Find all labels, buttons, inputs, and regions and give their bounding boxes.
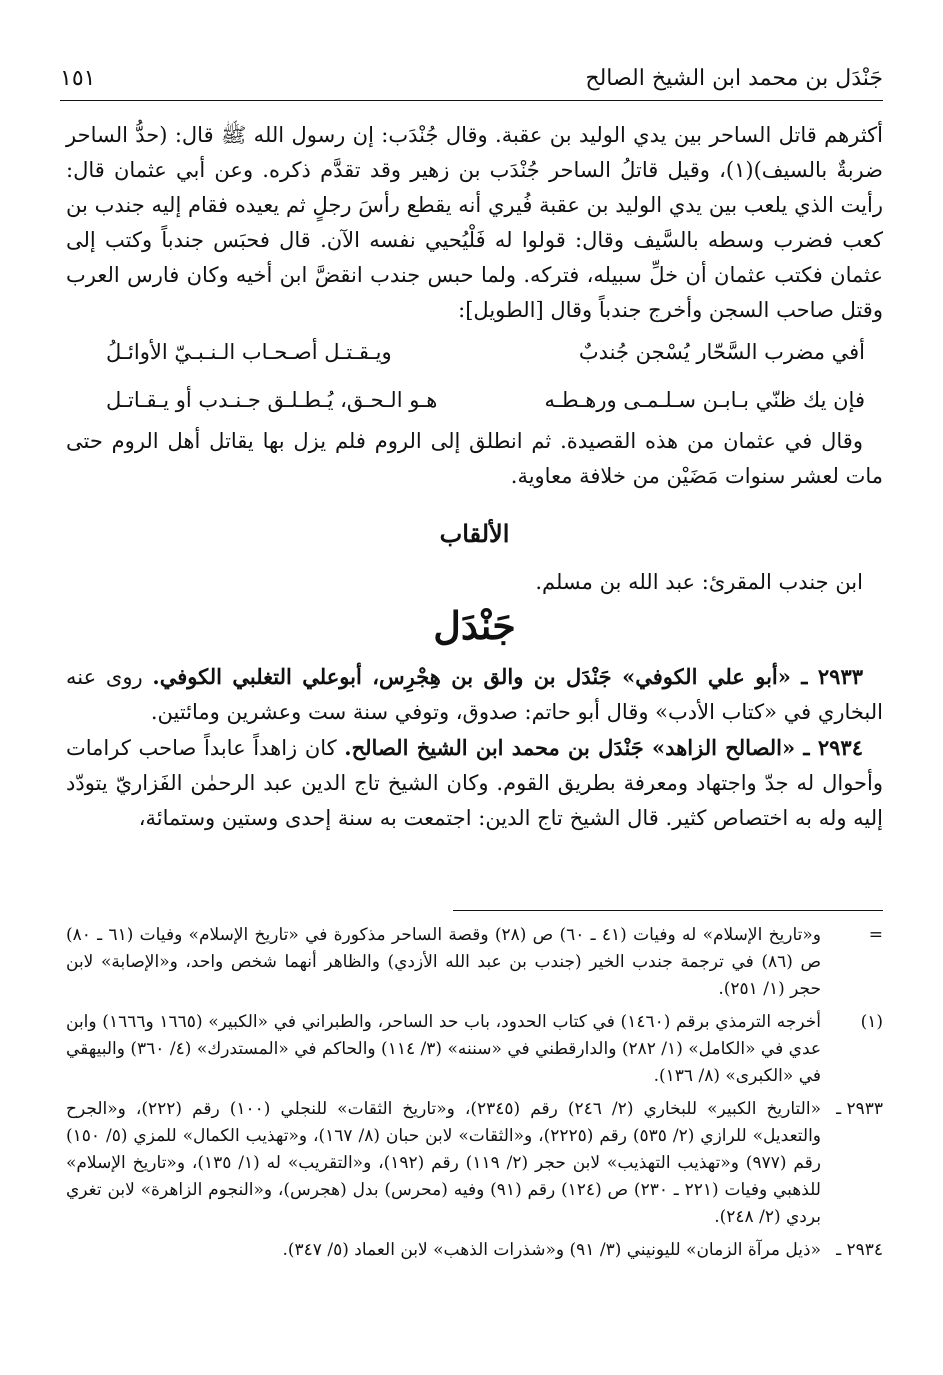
header-title: جَنْدَل بن محمد ابن الشيخ الصالح: [585, 65, 883, 91]
page-number: ١٥١: [60, 65, 96, 91]
footnote-mark: ٢٩٣٤ ـ: [836, 1240, 883, 1260]
entry-text: كان زاهداً عابداً صاحب كرامات وأحوال له جدّ واجتهاد ومعرفة بطريق القوم. وكان الشيخ تاج الدين عبد الرحمٰن الفَزاريّ يتودّد إليه وله به اختصاص كثير. قال الشيخ تاج الدين: اجتمعت به سنة إحدى وستين وستمائة،: [66, 736, 883, 830]
paragraph: وقال في عثمان من هذه القصيدة. ثم انطلق إلى الروم فلم يزل بها يقاتل أهل الروم حتى مات لعشر سنوات مَضَيْن من خلافة معاوية.: [66, 429, 883, 488]
entry-heading: ٢٩٣٣ ـ «أبو علي الكوفي» جَنْدَل بن والق بن هِجْرِس، أبوعلي التغلبي الكوفي.: [152, 664, 864, 689]
verse-hemistich: ويـقـتـل أصـحـاب الـنـبـيّ الأوائـلُ: [106, 339, 392, 364]
header-rule: [60, 100, 883, 101]
chapter-title: جَنْدَل: [433, 603, 516, 648]
footnote: [66, 1009, 883, 1090]
footnote-text: «التاريخ الكبير» للبخاري (٢/ ٢٤٦) رقم (٢٣٤٥)، و«تاريخ الثقات» للنجلي (١٠٠) رقم (٢٢٢)، و«الجرح والتعديل» للرازي (٢/ ٥٣٥) رقم (٢٢٢٥)، و«الثقات» لابن حبان (٨/ ١٦٧)، و«تهذيب الكمال» للمزي (٥/ ١٥٠) رقم (٩٧٧) و«تهذيب التهذيب» لابن حجر (٢/ ١١٩) رقم (١٩٢)، و«التقريب» له (١/ ١٣٥)، و«تاريخ الإسلام» للذهبي وفيات (٢٢١ ـ ٢٣٠) ص (١٢٤) رقم (٩١) وفيه (محرس) بدل (هجرس)، و«النجوم الزاهرة» لابن تغري بردي (٢/ ٢٤٨).: [66, 1099, 822, 1227]
footnote: [66, 1237, 883, 1264]
verse-line: [66, 328, 883, 376]
paragraph: أكثرهم قاتل الساحر بين يدي الوليد بن عقبة. وقال جُنْدَب: إن رسول الله ﷺ قال: (حدُّ الساحر ضربةٌ بالسيف)(١)، وقيل قاتلُ الساحر جُنْدَب بن زهير وقد تقدَّم ذكره. وعن أبي عثمان قال: رأيت الذي يلعب بين يدي الوليد بن عقبة فُيري أنه يقطع رأسَ رجلٍ ثم يعيده فقام إليه جندب بن كعب فضرب وسطه بالسَّيف وقال: قولوا له فَلْيُحيي نفسه الآن. قال فحبَس جندباً وكتب إلى عثمان فكتب عثمان أن خلِّ سبيله، فتركه. ولما حبس جندب انقضَّ ابن أخيه وكان فارس العرب وقتل صاحب السجن وأخرج جندباً وقال [الطويل]:: [66, 123, 883, 322]
verse-hemistich: هـو الـحـق، يُـطـلـق جـنـدب أو يـقـاتـل: [106, 387, 438, 412]
footnote-rule: [453, 910, 883, 911]
verse-hemistich: أفي مضرب السَّحّار يُسْجن جُندبٌ: [578, 339, 865, 364]
footnotes: [66, 922, 883, 1270]
footnote-text: و«تاريخ الإسلام» له وفيات (٤١ ـ ٦٠) ص (٢٨) وقصة الساحر مذكورة في «تاريخ الإسلام» وفيات (٦١ ـ ٨٠) ص (٨٦) في ترجمة جندب الخير (جندب بن عبد الله الأزدي) والظاهر أنهما شخص واحد، و«الإصابة» لابن حجر (١/ ٢٥١).: [66, 925, 822, 999]
verse-line: [66, 376, 883, 424]
alqab-entry: ابن جندب المقرئ: عبد الله بن مسلم.: [535, 570, 863, 594]
footnote-mark: ٢٩٣٣ ـ: [836, 1099, 883, 1119]
footnote: [66, 922, 883, 1003]
biography-entry: [66, 659, 883, 730]
footnote-text: أخرجه الترمذي برقم (١٤٦٠) في كتاب الحدود، باب حد الساحر، والطبراني في «الكبير» (١٦٦٥ و١٦٦٦) وابن عدي في «الكامل» (١/ ٢٨٢) والدارقطني في «سننه» (٣/ ١١٤) والحاكم في «المستدرك» (٤/ ٣٦٠) والبيهقي في «الكبرى» (٨/ ١٣٦).: [66, 1012, 822, 1086]
entry-heading: ٢٩٣٤ ـ «الصالح الزاهد» جَنْدَل بن محمد ابن الشيخ الصالح.: [344, 735, 863, 760]
footnote: [66, 1096, 883, 1231]
footnote-text: «ذيل مرآة الزمان» لليونيني (٣/ ٩١) و«شذرات الذهب» لابن العماد (٥/ ٣٤٧).: [282, 1240, 821, 1260]
main-text: [66, 118, 883, 836]
footnote-mark: (١): [860, 1012, 883, 1032]
verse-hemistich: فإن يك ظنّي بـابـن سـلـمـى ورهـطـه: [544, 387, 865, 412]
biography-entry: [66, 730, 883, 836]
running-header: [60, 58, 883, 98]
footnote-mark: =: [868, 925, 883, 945]
section-title: الألقاب: [439, 519, 510, 548]
entry-text: روى عنه البخاري في «كتاب الأدب» وقال أبو حاتم: صدوق، وتوفي سنة ست وعشرين ومائتين.: [66, 665, 883, 724]
